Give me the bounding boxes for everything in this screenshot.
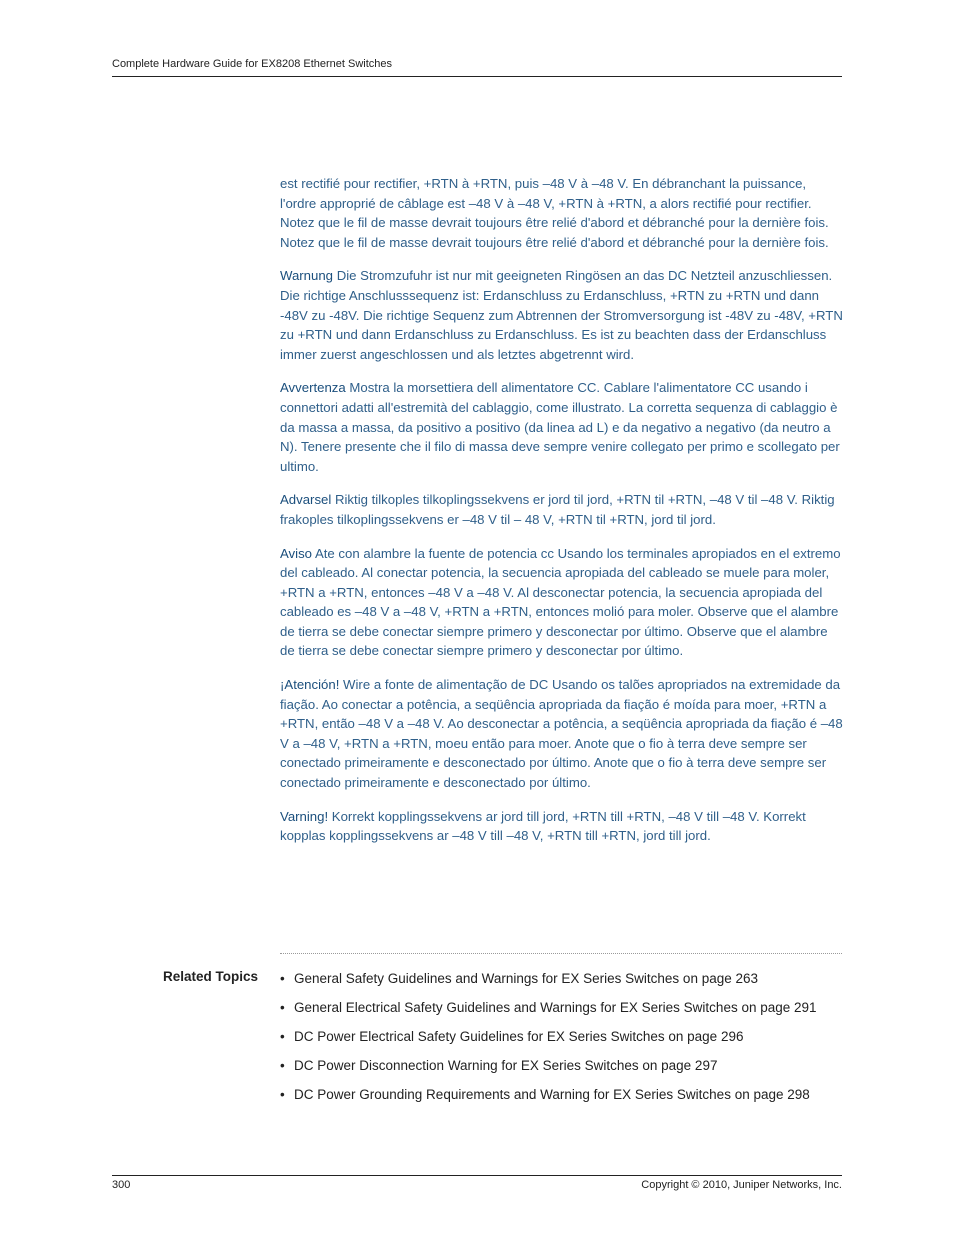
warning-term: Varning!	[280, 808, 329, 824]
warning-paragraph-italian	[280, 378, 844, 476]
paragraph-text: Die Stromzufuhr ist nur mit geeigneten Ringösen an das DC Netzteil anzuschliessen. Die richtige Anschlusssequenz ist: Erdanschluss zu Erdanschluss, +RTN zu +RTN und dann -48V zu -48V. Die richtige Sequenz zum Abtrennen der Stromversorgung ist -48V zu -48V, +RTN zu +RTN und dann Erdanschluss zu Erdanschluss. Es ist zu beachten dass der Erdanschluss immer zuerst angeschlossen und als letztes abgetrennt wird.	[280, 268, 843, 362]
paragraph-text: Riktig tilkoples tilkoplingssekvens er jord til jord, +RTN til +RTN, –48 V til –48 V. Riktig frakoples tilkoplingssekvens er –48 V til – 48 V, +RTN til +RTN, jord til jord.	[280, 492, 835, 527]
paragraph-text: Ate con alambre la fuente de potencia cc Usando los terminales apropiados en el extremo del cableado. Al conectar potencia, la secuencia apropiada del cableado se muele para moler, +RTN a +RTN, entonces –48 V a –48 V. Al desconectar potencia, la secuencia apropiada del cableado es –48 V a –48 V, +RTN a +RTN, entonces molió para moler. Observe que el alambre de tierra se debe conectar siempre primero y desconectar por último. Observe que el alambre de tierra se debe conectar siempre primero y desconectar por último.	[280, 545, 841, 659]
warning-paragraph-norwegian	[280, 490, 844, 529]
paragraph-text: Korrekt kopplingssekvens ar jord till jord, +RTN till +RTN, –48 V till –48 V. Korrekt kopplas kopplingssekvens ar –48 V till –48 V, +RTN till +RTN, jord till jord.	[280, 808, 806, 844]
paragraph-text: est rectifié pour rectifier, +RTN à +RTN, puis –48 V à –48 V. En débranchant la puissance, l'ordre approprié de câblage est –48 V à –48 V, +RTN à +RTN, a alors rectifié pour rectifier. Notez que le fil de masse devrait toujours être relié d'abord et débranché pour la dernière fois. Notez que le fil de masse devrait toujours être relié d'abord et débranché pour la dernière fois.	[280, 176, 829, 250]
related-topic-link[interactable]: • DC Power Electrical Safety Guidelines for EX Series Switches on page 296	[280, 1029, 744, 1044]
warning-term: Avvertenza	[280, 380, 346, 396]
warning-paragraph-french	[280, 174, 844, 252]
bullet-icon: •	[280, 1000, 285, 1015]
header-divider	[112, 76, 842, 77]
warning-paragraph-swedish	[280, 807, 844, 846]
related-topic-link[interactable]: • DC Power Grounding Requirements and Warning for EX Series Switches on page 298	[280, 1087, 810, 1102]
warning-translations	[280, 174, 844, 860]
bullet-icon: •	[280, 971, 285, 986]
related-topic-link[interactable]: • DC Power Disconnection Warning for EX Series Switches on page 297	[280, 1058, 718, 1073]
section-divider	[280, 953, 842, 954]
paragraph-text: Wire a fonte de alimentação de DC Usando os talões apropriados na extremidade da fiação. Ao conectar a potência, a seqüência apropriada da fiação é moída para moer, +RTN a +RTN, então –48 V a –48 V. Ao desconectar a potência, a seqüência apropriada da fiação é –48 V a –48 V, +RTN a +RTN, moeu então para moer. Anote que o fio à terra deve sempre ser conectado primeiramente e desconectado por último. Anote que o fio à terra deve sempre ser conectado primeiramente e desconectado por último.	[280, 677, 843, 791]
warning-term: Aviso	[280, 545, 313, 561]
warning-paragraph-german	[280, 266, 844, 364]
warning-term: Warnung	[280, 268, 334, 284]
warning-term: Advarsel	[280, 492, 332, 508]
bullet-icon: •	[280, 1029, 285, 1044]
header-title: Complete Hardware Guide for EX8208 Ethernet Switches	[112, 58, 393, 70]
bullet-icon: •	[280, 1087, 285, 1102]
related-topics-label: Related Topics	[163, 969, 259, 984]
warning-paragraph-portuguese	[280, 675, 844, 793]
related-topic-link[interactable]: • General Electrical Safety Guidelines and Warnings for EX Series Switches on page 291	[280, 1000, 817, 1015]
bullet-icon: •	[280, 1058, 285, 1073]
related-topic-link[interactable]: • General Safety Guidelines and Warnings for EX Series Switches on page 263	[280, 971, 759, 986]
copyright-notice: Copyright © 2010, Juniper Networks, Inc.	[641, 1179, 842, 1191]
warning-term: ¡Atención!	[280, 677, 340, 693]
footer-divider	[112, 1175, 842, 1176]
paragraph-text: Mostra la morsettiera dell alimentatore CC. Cablare l'alimentatore CC usando i connettori adatti all'estremità del cablaggio, come illustrato. La corretta sequenza di cablaggio è da massa a massa, da positivo a positivo (da linea ad L) e da negativo a negativo (da neutro a N). Tenere presente che il filo di massa deve sempre venire collegato per primo e scollegato per ultimo.	[280, 380, 840, 474]
warning-paragraph-spanish	[280, 544, 844, 662]
related-topics-list	[280, 969, 850, 1114]
page-number: 300	[112, 1179, 131, 1191]
